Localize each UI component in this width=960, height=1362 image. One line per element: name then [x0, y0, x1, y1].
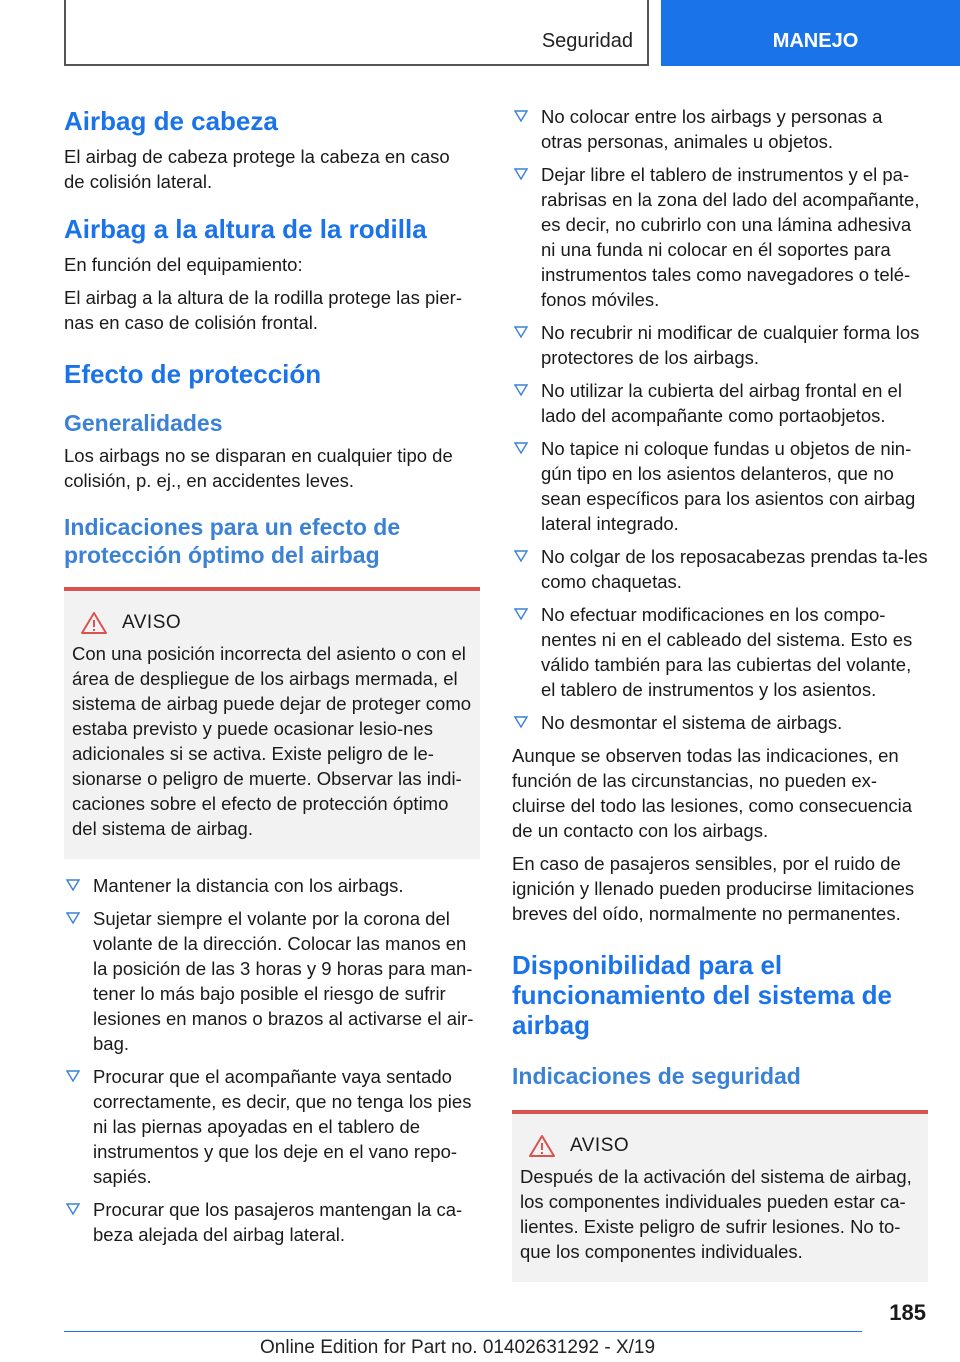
text-pasajeros-sensibles: En caso de pasajeros sensibles, por el ruido de ignición y llenado pueden producirse limitaciones breves del oído, normalmente no permanentes. [512, 853, 915, 924]
triangle-bullet-icon [514, 167, 528, 181]
heading-generalidades: Generalidades [64, 410, 223, 436]
list-item: No colgar de los reposacabezas prendas ta-les como chaquetas. [512, 544, 928, 594]
warning-text: Con una posición incorrecta del asiento o con el área de despliegue de los airbags mermada, el sistema de airbag puede dejar de proteger como estaba previsto y puede ocasionar lesio-nes adicionales si se activa. Existe peligro de le-sionarse o peligro de muerte. Observar las indi-caciones sobre el efecto de protección óptimo del sistema de airbag. [72, 643, 472, 839]
list-item: Procurar que los pasajeros mantengan la ca-beza alejada del airbag lateral. [64, 1197, 480, 1247]
list-item: No utilizar la cubierta del airbag frontal en el lado del acompañante como portaobjetos. [512, 378, 928, 428]
list-item: No colocar entre los airbags y personas a otras personas, animales u objetos. [512, 104, 928, 154]
right-bullet-list [512, 104, 928, 735]
warning-triangle-icon [80, 611, 108, 635]
heading-indicaciones-seguridad: Indicaciones de seguridad [512, 1063, 801, 1089]
triangle-bullet-icon [514, 715, 528, 729]
heading-airbag-rodilla: Airbag a la altura de la rodilla [64, 214, 427, 244]
heading-indicaciones-efecto: Indicaciones para un efecto de protección óptimo del airbag [64, 514, 401, 568]
footer-edition: Online Edition for Part no. 01402631292 - X/19 [260, 1337, 656, 1358]
triangle-bullet-icon [66, 1069, 80, 1083]
triangle-bullet-icon [514, 383, 528, 397]
left-bullet-list [64, 873, 480, 1247]
warning-header [80, 611, 472, 635]
warning-header [528, 1134, 920, 1158]
footer-divider [64, 1331, 862, 1332]
section-title: Seguridad [541, 30, 633, 52]
text-rodilla-equipamiento: En función del equipamiento: [64, 254, 303, 275]
list-item: Dejar libre el tablero de instrumentos y el pa-rabrisas en la zona del lado del acompañante, es decir, no cubrirlo con una lámina adhesiva ni una funda ni colocar en él soportes para instrumentos tales como navegadores o telé-fonos móviles. [512, 162, 928, 312]
triangle-bullet-icon [514, 325, 528, 339]
heading-airbag-cabeza: Airbag de cabeza [64, 106, 278, 136]
text-aunque-observen: Aunque se observen todas las indicaciones, en función de las circunstancias, no pueden ex-cluirse del todo las lesiones, como consecuencia de un contacto con los airbags. [512, 745, 913, 841]
triangle-bullet-icon [514, 607, 528, 621]
heading-efecto-proteccion: Efecto de protección [64, 359, 322, 389]
triangle-bullet-icon [66, 878, 80, 892]
triangle-bullet-icon [514, 109, 528, 123]
text-rodilla-descripcion: El airbag a la altura de la rodilla protege las pier-nas en caso de colisión frontal. [64, 287, 462, 333]
page-number: 185 [889, 1300, 926, 1325]
text-airbag-cabeza: El airbag de cabeza protege la cabeza en caso de colisión lateral. [64, 146, 450, 192]
list-item: Mantener la distancia con los airbags. [64, 873, 480, 898]
list-item: Procurar que el acompañante vaya sentado correctamente, es decir, que no tenga los pies ni las piernas apoyadas en el tablero de instrumentos y que los deje en el vano repo-sapiés. [64, 1064, 480, 1189]
list-item: No tapice ni coloque fundas u objetos de nin-gún tipo en los asientos delanteros, que no sean específicos para los asientos con airbag lateral integrado. [512, 436, 928, 536]
list-item: No recubrir ni modificar de cualquier forma los protectores de los airbags. [512, 320, 928, 370]
text-generalidades: Los airbags no se disparan en cualquier tipo de colisión, p. ej., en accidentes leves. [64, 445, 453, 491]
right-column [512, 104, 928, 1282]
warning-box-posicion [64, 587, 480, 859]
triangle-bullet-icon [66, 911, 80, 925]
section-header-box [64, 0, 649, 66]
triangle-bullet-icon [514, 441, 528, 455]
list-item: No efectuar modificaciones en los compo-nentes ni en el cableado del sistema. Esto es válido también para las cubiertas del volante, el tablero de instrumentos y los asientos. [512, 602, 928, 702]
heading-disponibilidad: Disponibilidad para el funcionamiento del sistema de airbag [512, 950, 892, 1040]
warning-text: Después de la activación del sistema de airbag, los componentes individuales pueden estar ca-lientes. Existe peligro de sufrir lesiones. No to-que los componentes individuales. [520, 1166, 912, 1262]
list-item: No desmontar el sistema de airbags. [512, 710, 928, 735]
warning-title: AVISO [122, 612, 182, 633]
left-column [64, 98, 480, 1255]
warning-box-activacion [512, 1110, 928, 1282]
triangle-bullet-icon [66, 1202, 80, 1216]
warning-triangle-icon [528, 1134, 556, 1158]
triangle-bullet-icon [514, 549, 528, 563]
page-header [0, 0, 960, 66]
list-item: Sujetar siempre el volante por la corona del volante de la dirección. Colocar las manos en la posición de las 3 horas y 9 horas para man-tener lo más bajo posible el riesgo de sufrir lesiones en manos o brazos al activarse el air-bag. [64, 906, 480, 1056]
chapter-tab[interactable]: MANEJO [661, 0, 960, 66]
warning-title: AVISO [570, 1135, 630, 1156]
